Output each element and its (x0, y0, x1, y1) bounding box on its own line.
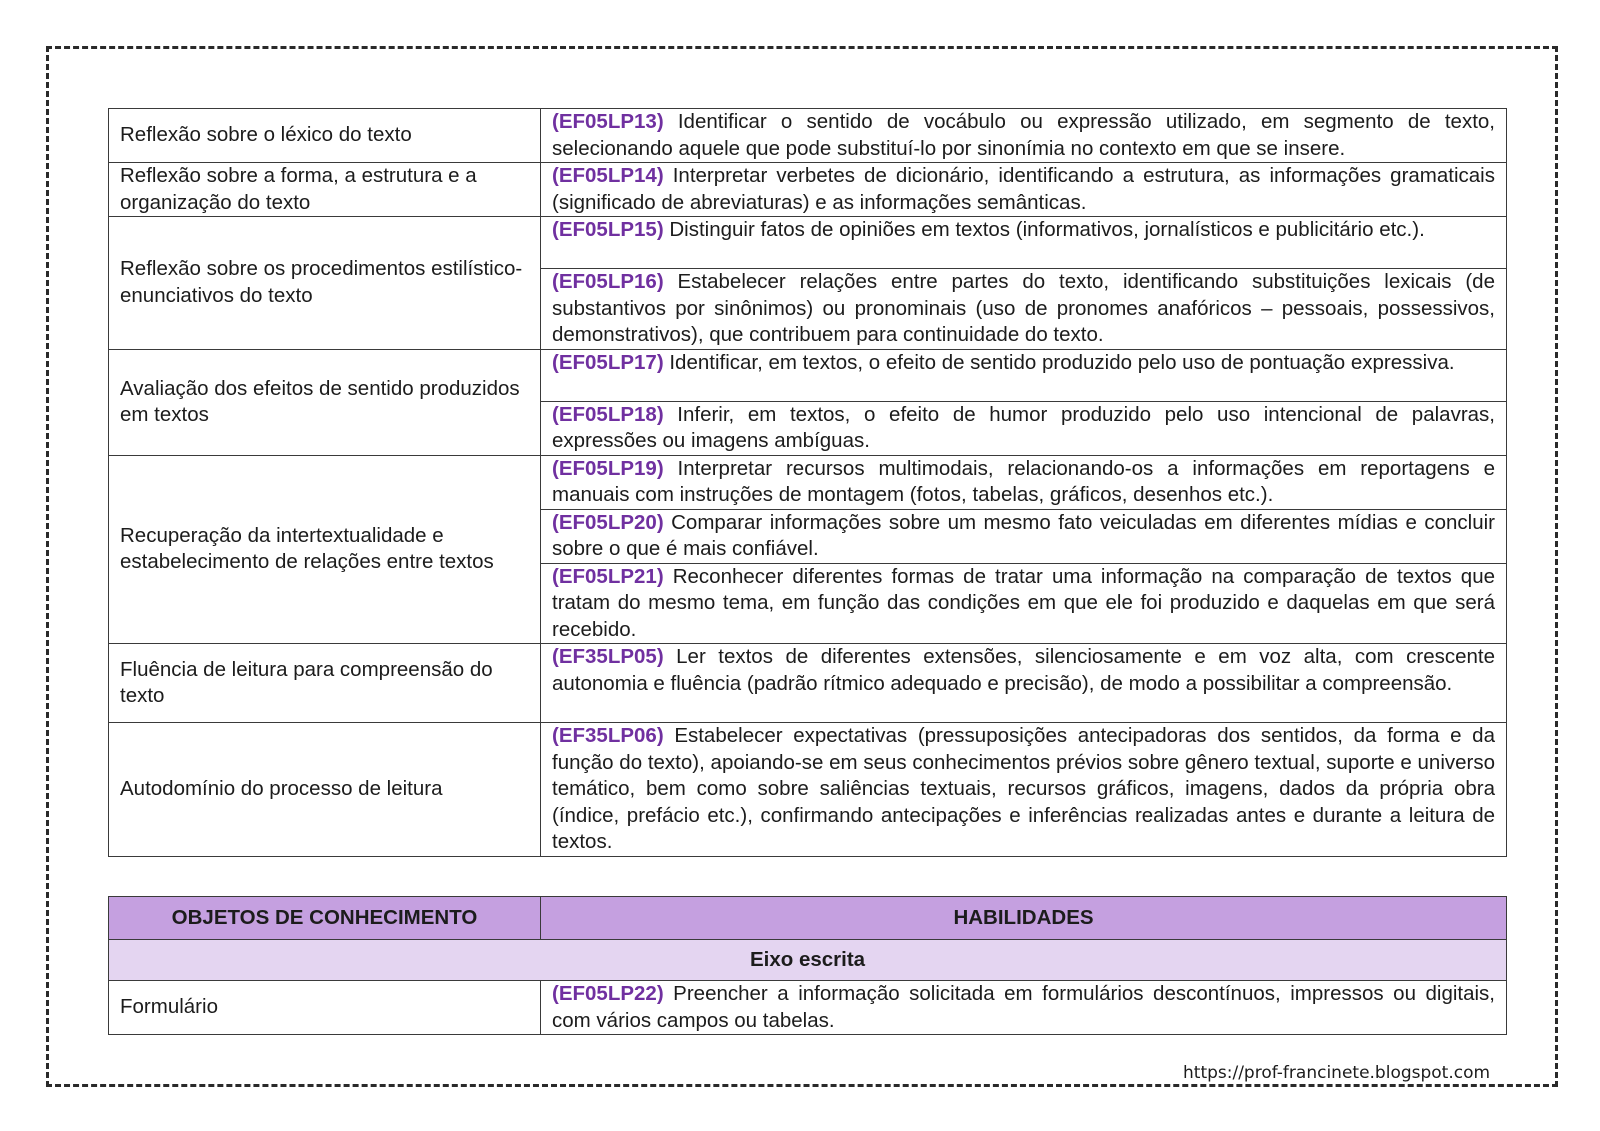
skill-code: (EF05LP16) (552, 270, 664, 293)
table-row (109, 981, 1507, 1035)
skills-table (108, 108, 1507, 857)
skill-code: (EF05LP13) (552, 110, 664, 133)
skill-text: Estabelecer expectativas (pressuposições antecipadoras dos sentidos, da forma e da função do texto), apoiando-se em seus conhecimentos prévios sobre gênero textual, suporte e universo temático, bem como sobre saliências textuais, recursos gráficos, imagens, dados da própria obra (índice, prefácio etc.), confirmando antecipações e inferências realizadas antes e durante a leitura de textos. (552, 724, 1495, 853)
table-row (109, 217, 1507, 269)
axis-row (109, 940, 1507, 981)
table-row (109, 455, 1507, 509)
table-row (109, 644, 1507, 723)
skill-code: (EF05LP19) (552, 456, 664, 480)
table-row (109, 723, 1507, 857)
skill-text: Estabelecer relações entre partes do texto, identificando substituições lexicais (de substantivos por sinônimos) ou pronominais (uso de pronomes anafóricos – pessoais, possessivos, demonstrativos), que contribuem para continuidade do texto. (552, 270, 1495, 346)
skill-text: Ler textos de diferentes extensões, silenciosamente e em voz alta, com crescente autonomia e fluência (padrão rítmico adequado e precisão), de modo a possibilitar a compreensão. (552, 645, 1495, 695)
header-objects: OBJETOS DE CONHECIMENTO (109, 897, 541, 940)
skill-text: Distinguir fatos de opiniões em textos (informativos, jornalísticos e publicitário etc.). (663, 218, 1425, 241)
skill-cell (541, 509, 1507, 563)
footer-url: https://prof-francinete.blogspot.com (1183, 1063, 1491, 1083)
skill-text: Inferir, em textos, o efeito de humor produzido pelo uso intencional de palavras, expressões ou imagens ambíguas. (552, 402, 1495, 452)
skill-code: (EF05LP22) (552, 982, 664, 1005)
skill-cell (541, 217, 1507, 269)
skill-text: Identificar, em textos, o efeito de sentido produzido pelo uso de pontuação expressiva. (663, 350, 1455, 374)
skill-code: (EF05LP14) (552, 164, 664, 187)
skill-cell (541, 563, 1507, 644)
table-row (109, 109, 1507, 163)
skill-cell (541, 723, 1507, 857)
skill-text: Interpretar recursos multimodais, relacionando-os a informações em reportagens e manuais com instruções de montagem (fotos, tabelas, gráficos, desenhos etc.). (552, 456, 1495, 506)
skill-cell (541, 349, 1507, 401)
skill-cell (541, 981, 1507, 1035)
skill-text: Reconhecer diferentes formas de tratar uma informação na comparação de textos que tratam do mesmo tema, em função das condições em que ele foi produzido e daquelas em que será recebido. (552, 564, 1495, 641)
object-cell: Recuperação da intertextualidade e estabelecimento de relações entre textos (109, 455, 541, 644)
skill-cell (541, 269, 1507, 350)
skill-cell (541, 401, 1507, 455)
skill-code: (EF05LP18) (552, 402, 664, 426)
skill-code: (EF05LP17) (552, 350, 664, 374)
skill-text: Preencher a informação solicitada em formulários descontínuos, impressos ou digitais, com vários campos ou tabelas. (552, 982, 1495, 1032)
object-cell: Reflexão sobre o léxico do texto (109, 109, 541, 163)
object-cell: Fluência de leitura para compreensão do texto (109, 644, 541, 723)
skill-code: (EF35LP06) (552, 724, 664, 747)
skill-cell (541, 455, 1507, 509)
table-row (109, 163, 1507, 217)
escrita-table (108, 896, 1507, 1035)
skill-text: Interpretar verbetes de dicionário, identificando a estrutura, as informações gramaticais (significado de abreviaturas) e as informações semânticas. (552, 164, 1495, 214)
table-row (109, 349, 1507, 401)
skill-text: Identificar o sentido de vocábulo ou expressão utilizado, em segmento de texto, selecionando aquele que pode substituí-lo por sinonímia no contexto em que se insere. (552, 110, 1495, 160)
skill-code: (EF05LP20) (552, 510, 664, 534)
object-cell: Reflexão sobre os procedimentos estilístico-enunciativos do texto (109, 217, 541, 350)
skill-cell (541, 644, 1507, 723)
object-cell: Reflexão sobre a forma, a estrutura e a organização do texto (109, 163, 541, 217)
object-cell: Autodomínio do processo de leitura (109, 723, 541, 857)
skill-cell (541, 109, 1507, 163)
header-row (109, 897, 1507, 940)
skill-code: (EF05LP21) (552, 564, 664, 588)
skill-cell (541, 163, 1507, 217)
axis-title: Eixo escrita (109, 940, 1507, 981)
header-skills: HABILIDADES (541, 897, 1507, 940)
skill-code: (EF05LP15) (552, 218, 664, 241)
object-cell: Formulário (109, 981, 541, 1035)
skill-text: Comparar informações sobre um mesmo fato veiculadas em diferentes mídias e concluir sobre o que é mais confiável. (552, 510, 1495, 560)
skill-code: (EF35LP05) (552, 645, 664, 668)
object-cell: Avaliação dos efeitos de sentido produzidos em textos (109, 349, 541, 455)
